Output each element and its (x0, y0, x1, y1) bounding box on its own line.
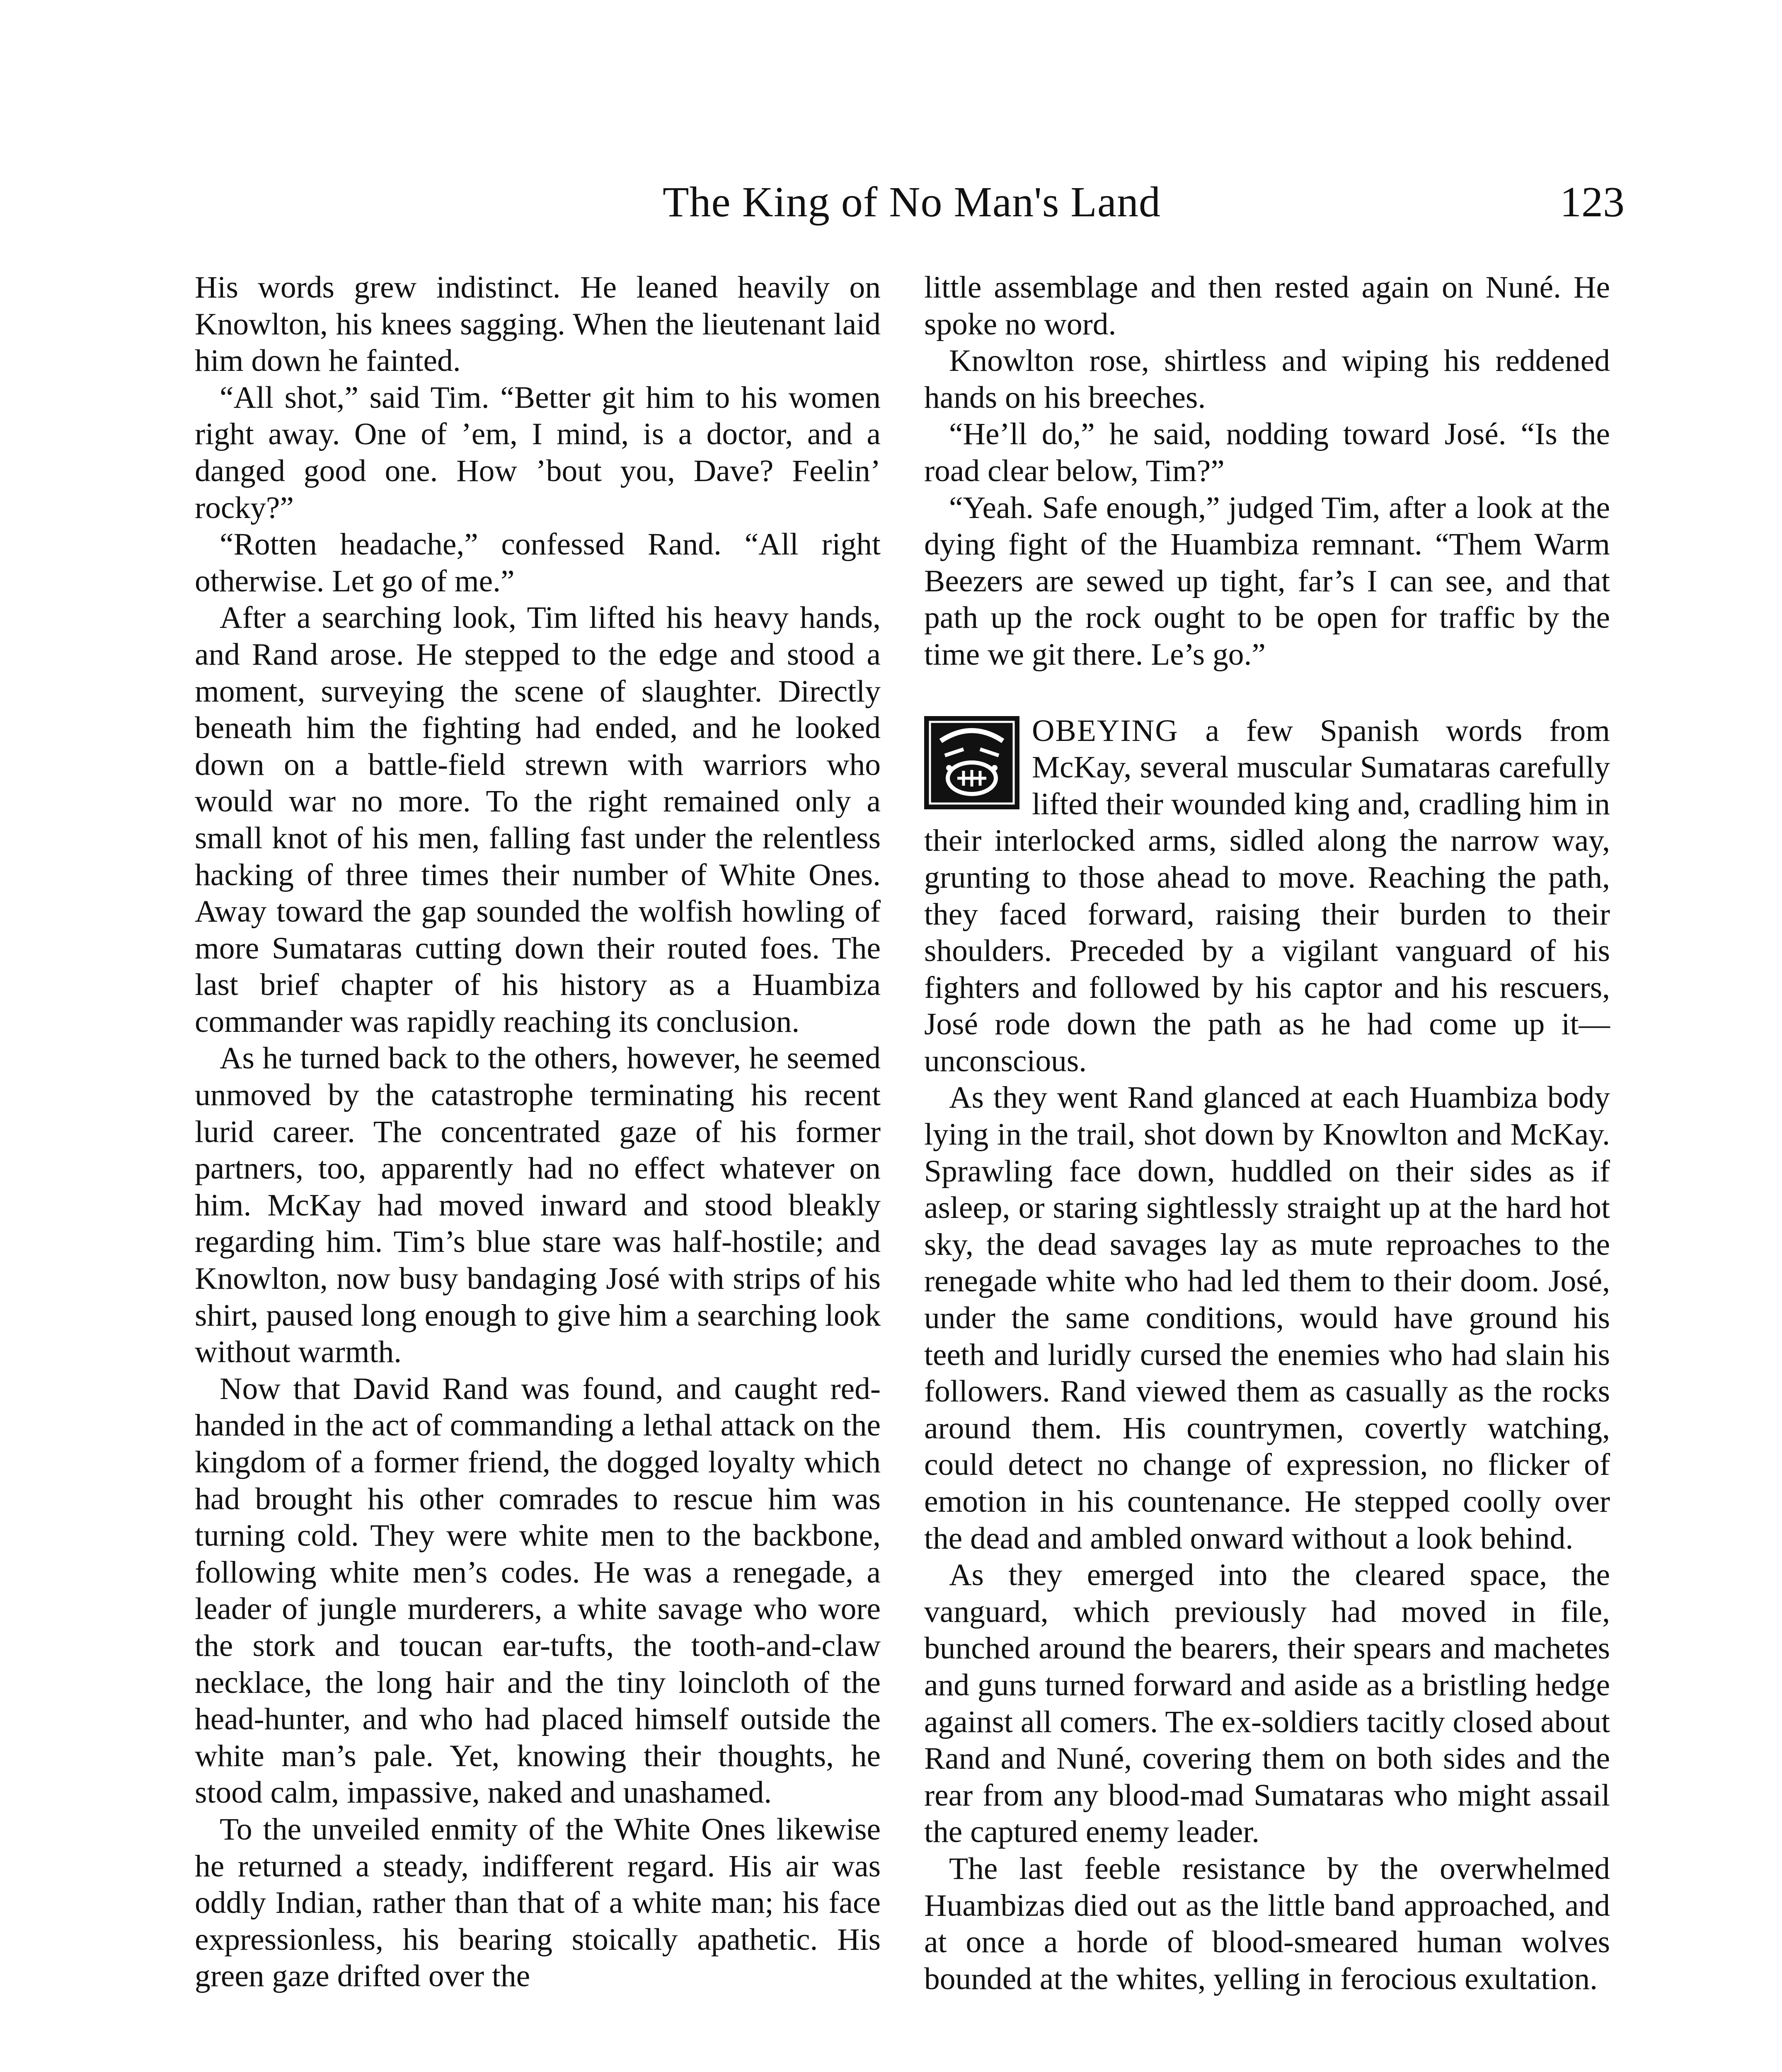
section-break (924, 673, 1610, 713)
paragraph: As they emerged into the cleared space, the vanguard, which previously had moved in file, bunched around the bearers, their spears and machetes and guns turned forward and aside as a bristling hedge against all comers. The ex-soldiers tacitly closed about Rand and Nuné, covering them on both sides and the rear from any blood-mad Sumataras who might assail the captured enemy leader. (924, 1558, 1610, 1849)
ornamental-dropcap-icon (924, 716, 1019, 809)
paragraph: “He’ll do,” he said, nodding toward José. “Is the road clear below, Tim?” (924, 417, 1610, 488)
section-opening-paragraph (924, 713, 1610, 1080)
paragraph: After a searching look, Tim lifted his heavy hands, and Rand arose. He stepped to the edge and stood a moment, surveying the scene of slaughter. Directly beneath him the fighting had ended, and he looked down on a battle-field strewn with warriors who would war no more. To the right remained only a small knot of his men, falling fast under the relentless hacking of three times their number of White Ones. Away toward the gap sounded the wolfish howling of more Sumataras cutting down their routed foes. The last brief chapter of his history as a Huambiza commander was rapidly reaching its conclusion. (195, 600, 881, 1039)
paragraph: Now that David Rand was found, and caught red-handed in the act of commanding a lethal attack on the kingdom of a former friend, the dogged loyalty which had brought his other comrades to rescue him was turning cold. They were white men to the backbone, following white men’s codes. He was a renegade, a leader of jungle murderers, a white savage who wore the stork and toucan ear-tufts, the tooth-and-claw necklace, the long hair and the tiny loincloth of the head-hunter, and who had placed himself outside the white man’s pale. Yet, knowing their thoughts, he stood calm, impassive, naked and unashamed. (195, 1371, 881, 1810)
page-number: 123 (1560, 178, 1625, 226)
paragraph: Knowlton rose, shirtless and wiping his reddened hands on his breeches. (924, 344, 1610, 415)
left-column (195, 269, 881, 1995)
running-head (199, 173, 1625, 235)
paragraph: The last feeble resistance by the overwhelmed Huambizas died out as the little band approached, and at once a horde of blood-smeared human wolves bounded at the whites, yelling in ferocious exultation. (924, 1851, 1610, 1996)
section-opening-text: a few Spanish words from McKay, several muscular Sumataras carefully lifted their wounded king and, cradling him in their interlocked arms, sidled along the narrow way, grunting to those ahead to move. Reaching the path, they faced forward, raising their burden to their shoulders. Preceded by a vigilant vanguard of his fighters and followed by his captor and his rescuers, José rode down the path as he had come up it—unconscious. (924, 713, 1610, 1078)
paragraph-continuation: little assemblage and then rested again on Nuné. He spoke no word. (924, 270, 1610, 341)
section-opening-word: OBEYING (1032, 713, 1179, 748)
right-column (924, 269, 1610, 1997)
paragraph: His words grew indistinct. He leaned heavily on Knowlton, his knees sagging. When the lieutenant laid him down he fainted. (195, 270, 881, 378)
page-title: The King of No Man's Land (663, 178, 1161, 226)
paragraph: “Yeah. Safe enough,” judged Tim, after a look at the dying fight of the Huambiza remnant. “Them Warm Beezers are sewed up tight, far’s I can see, and that path up the rock ought to be open for traffic by the time we git there. Le’s go.” (924, 490, 1610, 672)
paragraph: As they went Rand glanced at each Huambiza body lying in the trail, shot down by Knowlton and McKay. Sprawling face down, huddled on their sides as if asleep, or staring sightlessly straight up at the hard hot sky, the dead savages lay as mute reproaches to the renegade white who had led them to their doom. José, under the same conditions, would have ground his teeth and luridly cursed the enemies who had slain his followers. Rand viewed them as casually as the rocks around them. His countrymen, covertly watching, could detect no change of expression, no flicker of emotion in his countenance. He stepped coolly over the dead and ambled onward without a look behind. (924, 1080, 1610, 1556)
paragraph: To the unveiled enmity of the White Ones likewise he returned a steady, indifferent regard. His air was oddly Indian, rather than that of a white man; his face expressionless, his bearing stoically apathetic. His green gaze drifted over the (195, 1812, 881, 1994)
paragraph: As he turned back to the others, however, he seemed unmoved by the catastrophe terminating his recent lurid career. The concentrated gaze of his former partners, too, apparently had no effect whatever on him. McKay had moved inward and stood bleakly regarding him. Tim’s blue stare was half-hostile; and Knowlton, now busy bandaging José with strips of his shirt, paused long enough to give him a searching look without warmth. (195, 1041, 881, 1370)
paragraph: “Rotten headache,” confessed Rand. “All right otherwise. Let go of me.” (195, 527, 881, 598)
paragraph: “All shot,” said Tim. “Better git him to his women right away. One of ’em, I mind, is a doctor, and a danged good one. How ’bout you, Dave? Feelin’ rocky?” (195, 380, 881, 525)
